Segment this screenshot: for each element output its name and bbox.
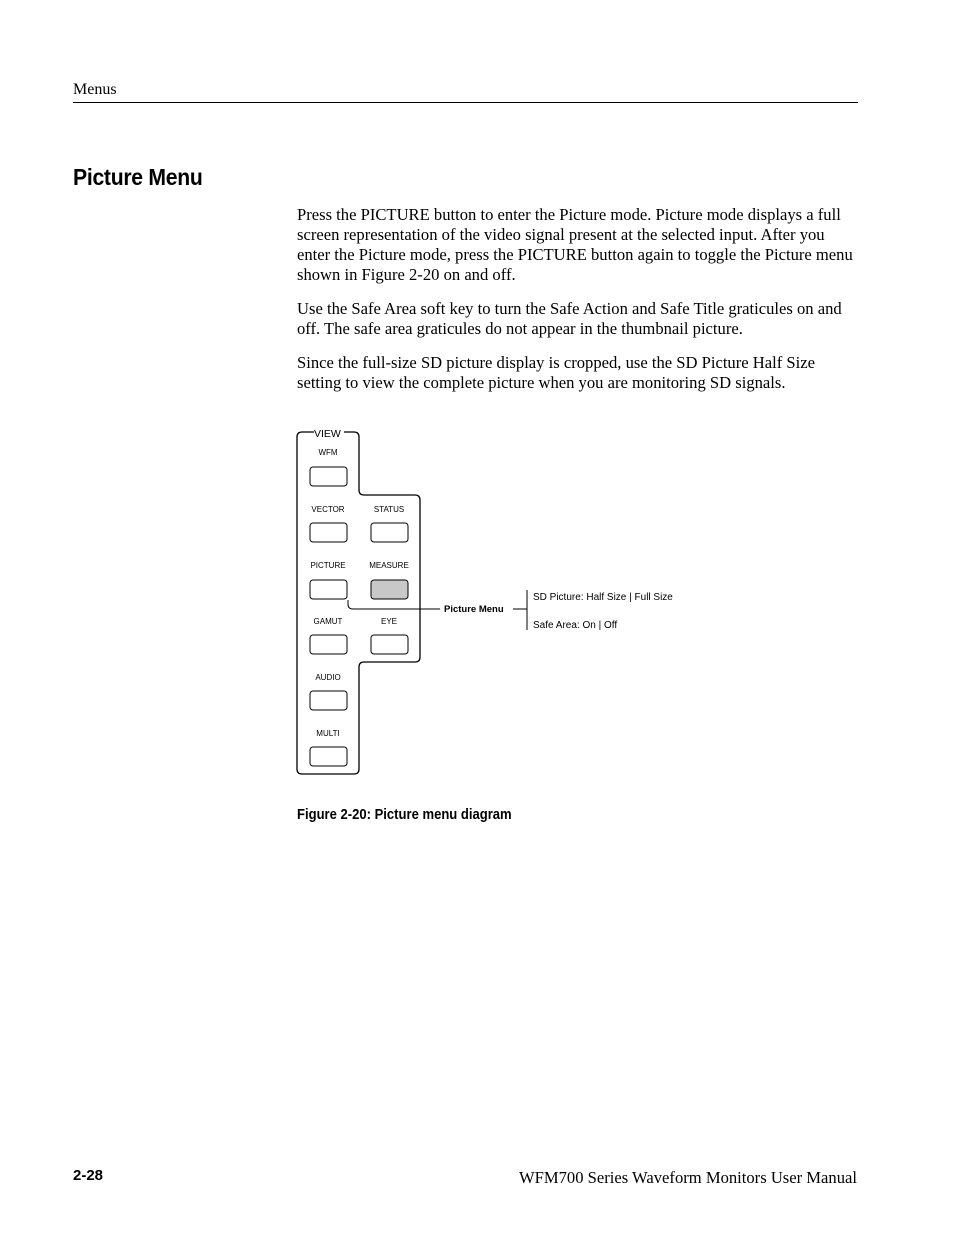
wfm-button[interactable] <box>310 467 347 486</box>
picture-button[interactable] <box>310 580 347 599</box>
paragraph: Since the full-size SD picture display is cropped, use the SD Picture Half Size setting to view the complete picture when you are monitoring SD signals. <box>297 353 815 392</box>
wfm-button-label: WFM <box>318 448 338 457</box>
menu-item-sd-picture: SD Picture: Half Size | Full Size <box>533 592 673 603</box>
multi-button-label: MULTI <box>316 729 340 738</box>
section-title: Picture Menu <box>73 164 203 190</box>
audio-button[interactable] <box>310 691 347 710</box>
page-number: 2-28 <box>73 1167 104 1184</box>
paragraph: Use the Safe Area soft key to turn the Safe Action and Safe Title graticules on and off. The safe area graticules do not appear in the thumbnail picture. <box>297 299 842 338</box>
status-button[interactable] <box>371 523 408 542</box>
status-button-label: STATUS <box>373 505 405 514</box>
vector-button[interactable] <box>310 523 347 542</box>
picture-menu-callout-label: Picture Menu <box>444 604 504 615</box>
vector-button-label: VECTOR <box>311 505 345 514</box>
multi-button[interactable] <box>310 747 347 766</box>
gamut-button-label: GAMUT <box>313 617 343 626</box>
picture-button-label: PICTURE <box>310 561 346 570</box>
manual-title: WFM700 Series Waveform Monitors User Manual <box>518 1168 857 1187</box>
eye-button-label: EYE <box>380 617 398 626</box>
eye-button[interactable] <box>371 635 408 654</box>
view-group-label: VIEW <box>314 428 341 440</box>
measure-button[interactable] <box>371 580 408 599</box>
callout-leader-line <box>348 600 440 609</box>
paragraph: Press the PICTURE button to enter the Picture mode. Picture mode displays a full screen representation of the video signal present at the selected input. After you enter the Picture mode, press the PICTURE button again to toggle the Picture menu shown in Figure 2-20 on and off. <box>297 205 853 284</box>
audio-button-label: AUDIO <box>315 673 341 682</box>
gamut-button[interactable] <box>310 635 347 654</box>
measure-button-label: MEASURE <box>369 561 409 570</box>
header-section-label: Menus <box>73 81 117 98</box>
figure-caption: Figure 2-20: Picture menu diagram <box>297 807 512 823</box>
menu-item-safe-area: Safe Area: On | Off <box>533 620 618 631</box>
